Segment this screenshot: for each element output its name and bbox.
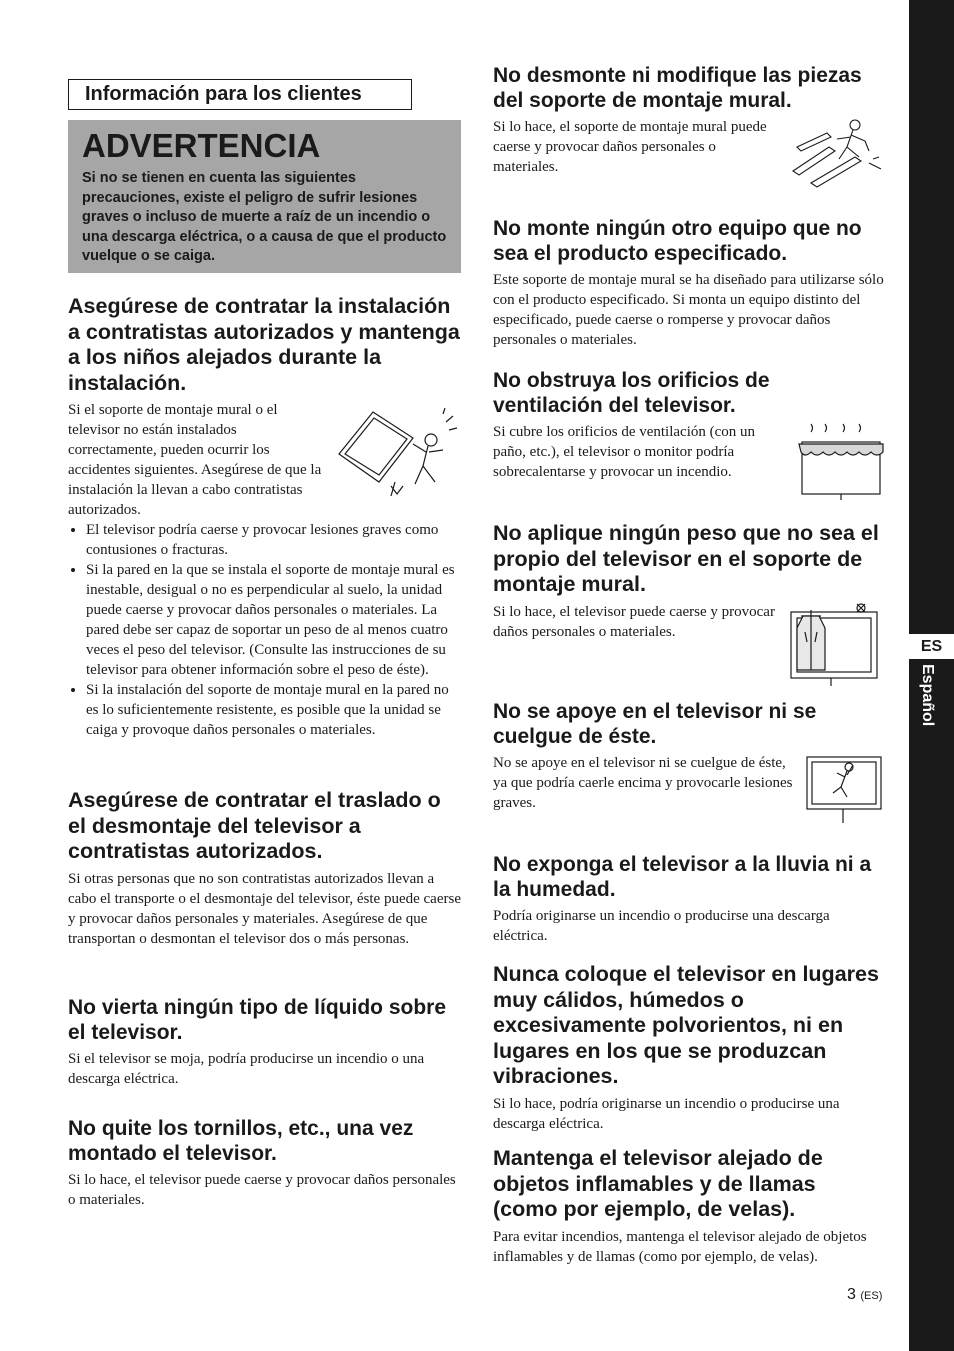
section-title: Asegúrese de contratar la instalación a contratistas autorizados y mantenga a los niños alejados durante la instalación. bbox=[68, 294, 460, 395]
section-text: No se apoye en el televisor ni se cuelgue de éste, ya que podría caerle encima y provocarle lesiones graves. bbox=[493, 755, 793, 811]
person-hanging-tv-illustration bbox=[803, 753, 885, 825]
list-item: • Si la pared en la que se instala el soporte de montaje mural es inestable, desigual o no es perpendicular al suelo, la unidad puede caerse y provocar daños personales o materiales. La pared debe ser capaz de soportar un peso de al menos cuatro veces el peso del televisor. (Consulte las instrucciones de su televisor para obtener información sobre el peso de éste). bbox=[86, 560, 461, 680]
list-item: • El televisor podría caerse y provocar lesiones graves como contusiones o fracturas. bbox=[86, 520, 461, 560]
section-text: Podría originarse un incendio o producirse una descarga eléctrica. bbox=[493, 908, 830, 944]
section-text: Si el televisor se moja, podría producirse un incendio o una descarga eléctrica. bbox=[68, 1051, 425, 1087]
section-text: Si cubre los orificios de ventilación (con un paño, etc.), el televisor o monitor podría sobrecalentarse y provocar un incendio. bbox=[493, 424, 756, 480]
section-flames bbox=[493, 1146, 885, 1267]
section-text: Si lo hace, podría originarse un incendio o producirse una descarga eléctrica. bbox=[493, 1095, 840, 1132]
section-transport bbox=[68, 788, 461, 949]
section-installation bbox=[68, 294, 461, 740]
section-title: Nunca coloque el televisor en lugares muy cálidos, húmedos o excesivamente polvorientos, ni en lugares en los que se produzcan vibraciones. bbox=[493, 962, 879, 1088]
section-lean bbox=[493, 699, 885, 825]
page-number-value: 3 bbox=[847, 1286, 856, 1303]
section-title: No desmonte ni modifique las piezas del soporte de montaje mural. bbox=[493, 64, 862, 112]
section-text: Si lo hace, el soporte de montaje mural puede caerse y provocar daños personales o materiales. bbox=[493, 119, 767, 175]
hanging-coat-illustration bbox=[787, 602, 885, 688]
section-text: Este soporte de montaje mural se ha diseñado para utilizarse sólo con el producto especificado. Si monta un equipo distinto del especificado, puede caerse o romperse y provocar daños personales o materiales. bbox=[493, 272, 884, 348]
section-title: Mantenga el televisor alejado de objetos inflamables y de llamas (como por ejemplo, de velas). bbox=[493, 1146, 823, 1221]
section-title: No exponga el televisor a la lluvia ni a la humedad. bbox=[493, 853, 872, 901]
section-title: No quite los tornillos, etc., una vez montado el televisor. bbox=[68, 1117, 414, 1165]
language-name: Español bbox=[919, 664, 936, 727]
installer-falling-tv-illustration bbox=[331, 404, 461, 500]
section-other-equipment bbox=[493, 216, 885, 350]
section-text: Si lo hace, el televisor puede caerse y provocar daños personales o materiales. bbox=[493, 603, 775, 640]
section-disassemble bbox=[493, 63, 885, 193]
section-text: Si lo hace, el televisor puede caerse y provocar daños personales o materiales. bbox=[68, 1172, 456, 1208]
section-ventilation bbox=[493, 368, 885, 502]
bullet-list bbox=[68, 520, 461, 740]
warning-title: ADVERTENCIA bbox=[82, 127, 321, 164]
section-title: No aplique ningún peso que no sea el propio del televisor en el soporte de montaje mural. bbox=[493, 521, 879, 596]
section-title: No monte ningún otro equipo que no sea el producto especificado. bbox=[493, 217, 862, 265]
section-title: Asegúrese de contratar el traslado o el desmontaje del televisor a contratistas autorizados. bbox=[68, 788, 441, 863]
section-text: Si otras personas que no son contratistas autorizados llevan a cabo el transporte o el desmontaje del televisor, éste puede caerse y provocar daños personales y materiales. Asegúrese de que transportan o desmontan el televisor dos o más personas. bbox=[68, 870, 461, 947]
section-title: No se apoye en el televisor ni se cuelgue de éste. bbox=[493, 700, 817, 748]
section-text: Para evitar incendios, mantenga el televisor alejado de objetos inflamables y de llamas (como por ejemplo, de velas). bbox=[493, 1228, 867, 1265]
page-number bbox=[847, 1286, 882, 1304]
covered-tv-illustration bbox=[797, 422, 885, 502]
section-title: No vierta ningún tipo de líquido sobre el televisor. bbox=[68, 996, 446, 1044]
section-intro: Si el soporte de montaje mural o el televisor no están instalados correctamente, pueden ocurrir los accidentes siguientes. Asegúrese de que la instalación la llevan a cabo contratistas autorizados. bbox=[68, 402, 322, 518]
page-number-suffix: (ES) bbox=[860, 1290, 883, 1302]
warning-text: Si no se tienen en cuenta las siguientes precauciones, existe el peligro de sufrir lesiones graves o incluso de muerte a raíz de un incendio o una descarga eléctrica, o a causa de que el producto vuelque o se caiga. bbox=[82, 170, 447, 265]
section-screws bbox=[68, 1116, 461, 1210]
language-code: ES bbox=[909, 634, 954, 659]
section-weight bbox=[493, 521, 885, 688]
section-label: Información para los clientes bbox=[68, 79, 412, 110]
section-title: No obstruya los orificios de ventilación del televisor. bbox=[493, 369, 770, 417]
section-hot-places bbox=[493, 962, 885, 1134]
list-item: • Si la instalación del soporte de montaje mural en la pared no es lo suficientemente resistente, es posible que la unidad se caiga y provoque daños personales o materiales. bbox=[86, 680, 461, 740]
section-liquid bbox=[68, 995, 461, 1089]
disassembly-illustration bbox=[789, 117, 885, 193]
warning-box bbox=[68, 120, 461, 273]
section-rain bbox=[493, 852, 885, 946]
